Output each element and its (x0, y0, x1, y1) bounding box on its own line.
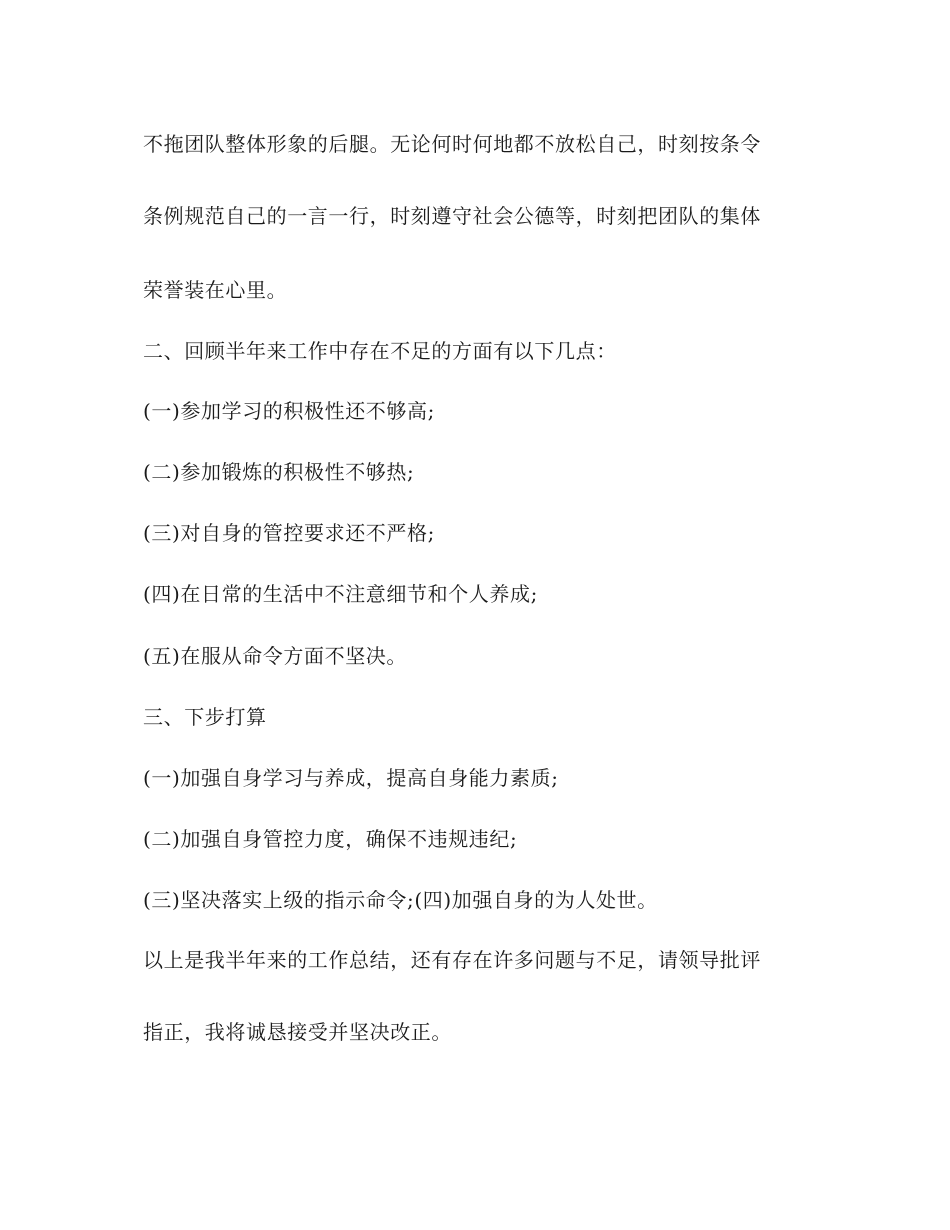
section-heading: 二、回顾半年来工作中存在不足的方面有以下几点： (143, 339, 617, 363)
paragraph-line: 荣誉装在心里。 (143, 278, 288, 302)
list-item: (二)加强自身管控力度，确保不违规违纪; (143, 827, 518, 851)
list-item: (一)参加学习的积极性还不够高; (143, 399, 435, 423)
closing-line: 以上是我半年来的工作总结，还有存在许多问题与不足，请领导批评 (143, 948, 761, 972)
closing-line: 指正，我将诚恳接受并坚决改正。 (143, 1020, 452, 1044)
paragraph-line: 不拖团队整体形象的后腿。无论何时何地都不放松自己，时刻按条令 (143, 132, 761, 156)
section-heading: 三、下步打算 (143, 705, 267, 729)
list-item: (二)参加锻炼的积极性不够热; (143, 460, 415, 484)
list-item: (五)在服从命令方面不坚决。 (143, 644, 408, 668)
paragraph-line: 条例规范自己的一言一行，时刻遵守社会公德等，时刻把团队的集体 (143, 204, 761, 228)
list-item: (四)在日常的生活中不注意细节和个人养成; (143, 582, 538, 606)
list-item: (三)坚决落实上级的指示命令;(四)加强自身的为人处世。 (143, 888, 658, 912)
list-item: (三)对自身的管控要求还不严格; (143, 521, 435, 545)
list-item: (一)加强自身学习与养成，提高自身能力素质; (143, 766, 559, 790)
